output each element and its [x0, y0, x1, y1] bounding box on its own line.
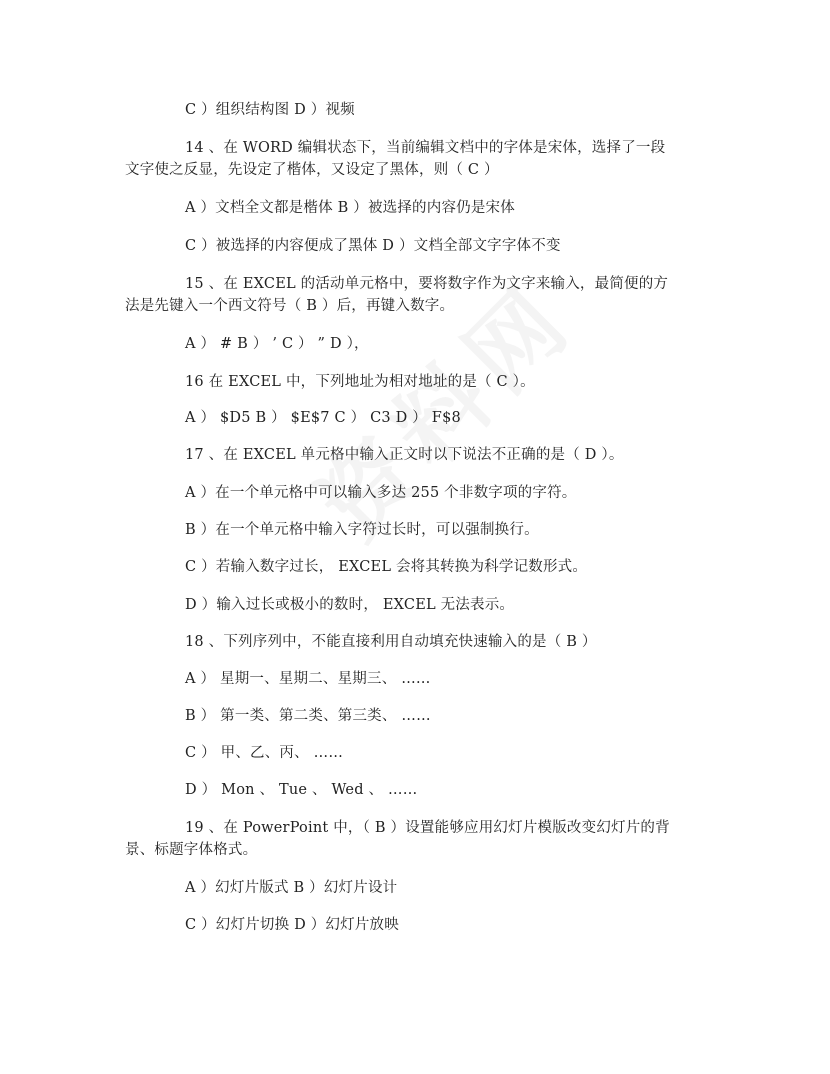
question-19-line-1: 19 、在 PowerPoint 中，（ B ）设置能够应用幻灯片模版改变幻灯片的背 — [185, 820, 670, 836]
question-15-line-1: 15 、在 EXCEL 的活动单元格中，要将数字作为文字来输入，最简便的方 — [185, 276, 669, 292]
option-q17-a: A ）在一个单元格中可以输入多达 255 个非数字项的字符。 — [185, 485, 577, 501]
option-line-q16: A ） $D5 B ） $E$7 C ） C3 D ） F$8 — [185, 410, 461, 426]
question-18: 18 、下列序列中，不能直接利用自动填充快速输入的是（ B ） — [185, 634, 597, 650]
option-q18-d: D ） Mon 、 Tue 、 Wed 、 …… — [185, 782, 418, 798]
option-q17-b: B ）在一个单元格中输入字符过长时，可以强制换行。 — [185, 522, 539, 538]
option-q18-a: A ） 星期一、星期二、星期三、 …… — [185, 671, 431, 687]
question-14-line-1: 14 、在 WORD 编辑状态下，当前编辑文档中的字体是宋体，选择了一段 — [185, 140, 666, 156]
option-q18-b: B ） 第一类、第二类、第三类、 …… — [185, 708, 431, 724]
option-q17-d: D ）输入过长或极小的数时， EXCEL 无法表示。 — [185, 597, 515, 613]
option-line-q19-ab: A ）幻灯片版式 B ）幻灯片设计 — [185, 880, 398, 896]
option-q18-c: C ） 甲、乙、丙、 …… — [185, 745, 344, 761]
option-q17-c: C ）若输入数字过长， EXCEL 会将其转换为科学记数形式。 — [185, 559, 588, 575]
question-19-line-2: 景、标题字体格式。 — [125, 842, 258, 858]
option-line-q15: A ） # B ） ’ C ） ” D ）， — [185, 336, 369, 352]
option-line-q14-ab: A ）文档全文都是楷体 B ）被选择的内容仍是宋体 — [185, 200, 515, 216]
question-16: 16 在 EXCEL 中，下列地址为相对地址的是（ C ）。 — [185, 374, 535, 390]
question-15-line-2: 法是先键入一个西文符号（ B ）后，再键入数字。 — [125, 298, 455, 314]
option-line-q19-cd: C ）幻灯片切换 D ）幻灯片放映 — [185, 917, 399, 933]
question-14-line-2: 文字使之反显，先设定了楷体，又设定了黑体，则（ C ） — [125, 162, 499, 178]
option-line-q13-cd: C ）组织结构图 D ）视频 — [185, 102, 355, 118]
option-line-q14-cd: C ）被选择的内容便成了黑体 D ）文档全部文字字体不变 — [185, 238, 561, 254]
question-17: 17 、在 EXCEL 单元格中输入正文时以下说法不正确的是（ D ）。 — [185, 447, 624, 463]
